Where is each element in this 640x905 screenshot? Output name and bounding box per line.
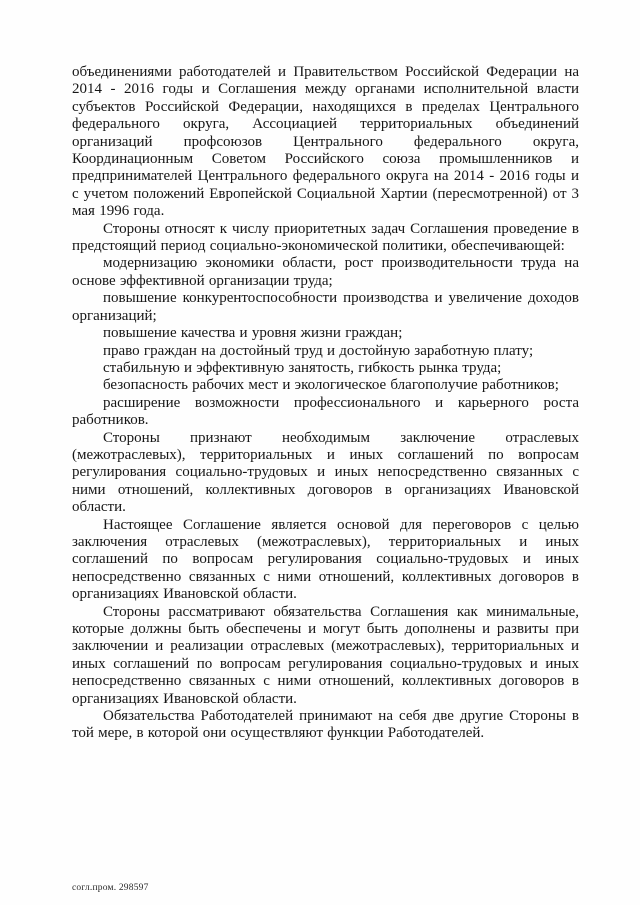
doc-paragraph-agreements-necessity: Стороны признают необходимым заключение отраслевых (межотраслевых), территориальных и иных соглашений по вопросам регулирования социально-трудовых и иных непосредственно связанных с ними отношений, коллективных договоров в организациях Ивановской области.	[72, 429, 579, 516]
doc-paragraph-negotiation-basis: Настоящее Соглашение является основой для переговоров с целью заключения отраслевых (межотраслевых), территориальных и иных соглашений по вопросам регулирования социально-трудовых и иных непосредственно связанных с ними отношений, коллективных договоров в организациях Ивановской области.	[72, 516, 579, 603]
doc-list-item-competitiveness: повышение конкурентоспособности производства и увеличение доходов организаций;	[72, 290, 579, 324]
doc-list-item-employment: стабильную и эффективную занятость, гибкость рынка труда;	[103, 359, 502, 376]
doc-list-item-modernization: модернизацию экономики области, рост производительности труда на основе эффективной организации труда;	[72, 255, 579, 289]
doc-list-item-quality-of-life: повышение качества и уровня жизни граждан;	[103, 325, 403, 342]
document-footer-note: согл.пром. 298597	[72, 883, 149, 893]
document-body	[72, 64, 579, 743]
doc-paragraph-minimal-obligations: Стороны рассматривают обязательства Соглашения как минимальные, которые должны быть обеспечены и могут быть дополнены и развиты при заключении и реализации отраслевых (межотраслевых), территориальных и иных соглашений по вопросам регулирования социально-трудовых и иных непосредственно связанных с ними отношений, коллективных договоров в организациях Ивановской области.	[72, 603, 579, 707]
doc-list-item-decent-work: право граждан на достойный труд и достойную заработную плату;	[103, 342, 534, 359]
doc-list-item-career-growth: расширение возможности профессионального и карьерного роста работников.	[72, 394, 579, 429]
doc-list-item-workplace-safety: безопасность рабочих мест и экологическое благополучие работников;	[103, 377, 559, 394]
doc-paragraph-employer-obligations: Обязательства Работодателей принимают на себя две другие Стороны в той мере, в которой они осуществляют функции Работодателей.	[72, 708, 579, 742]
doc-paragraph-priorities-intro: Стороны относят к числу приоритетных задач Соглашения проведение в предстоящий период социально-экономической политики, обеспечивающей:	[72, 220, 579, 255]
doc-paragraph-continuation: объединениями работодателей и Правительством Российской Федерации на 2014 - 2016 годы и Соглашения между органами исполнительной власти субъектов Российской Федерации, находящихся в пределах Центрального федерального округа, Ассоциацией территориальных объединений организаций профсоюзов Центрального федерального округа, Координационным Советом Российского союза промышленников и предпринимателей Центрального федерального округа на 2014 - 2016 годы и с учетом положений Европейской Социальной Хартии (пересмотренной) от 3 мая 1996 года.	[72, 64, 579, 220]
